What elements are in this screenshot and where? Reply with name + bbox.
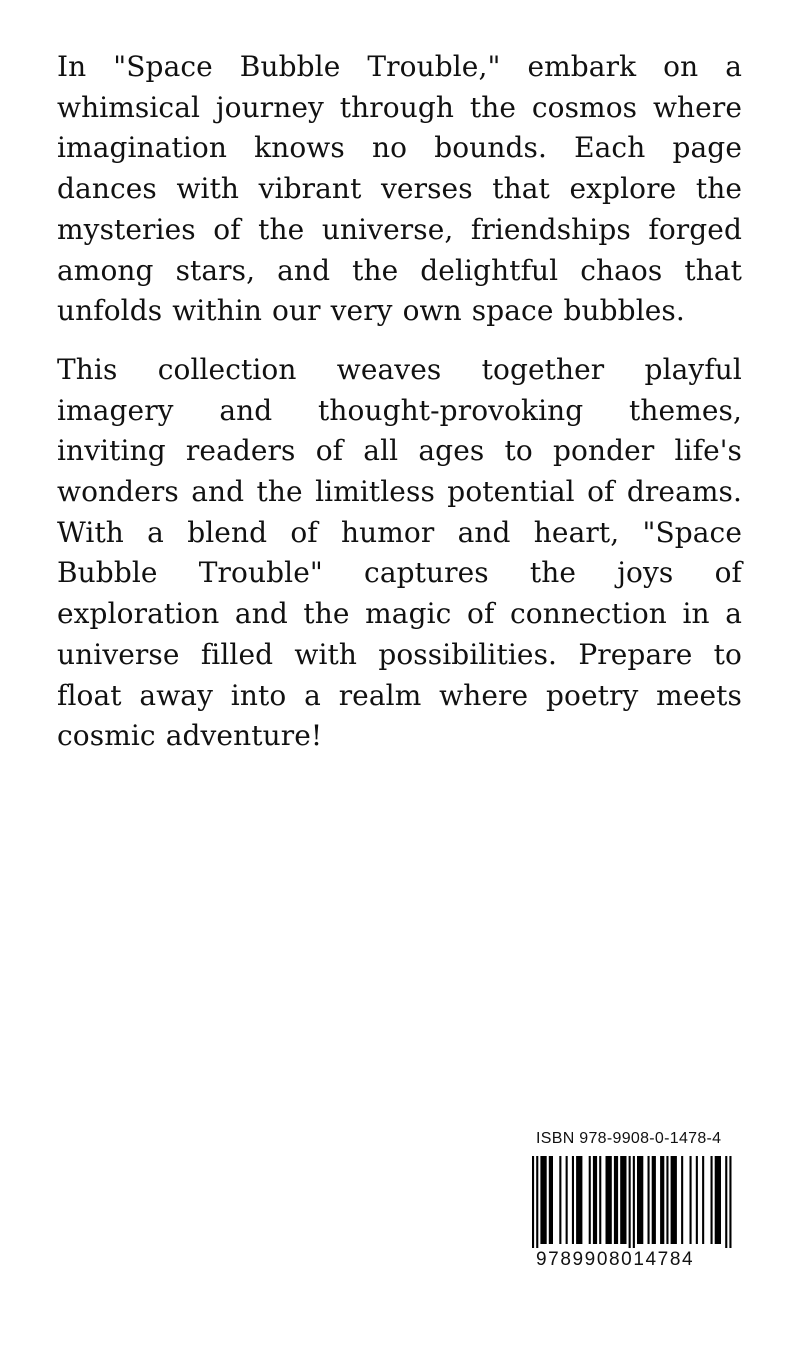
barcode-bar — [572, 1156, 574, 1244]
barcode-bar — [725, 1156, 727, 1248]
barcode-bar — [696, 1156, 698, 1244]
barcode-bar — [652, 1156, 656, 1244]
barcode-bar — [576, 1156, 582, 1244]
barcode-bar — [549, 1156, 553, 1244]
isbn-label: ISBN 978-9908-0-1478-4 — [536, 1130, 722, 1147]
barcode-bar — [715, 1156, 721, 1244]
barcode-bar — [633, 1156, 635, 1248]
barcode-bar — [540, 1156, 546, 1244]
barcode-bar — [620, 1156, 626, 1244]
barcode-icon — [532, 1156, 736, 1248]
barcode-bar — [690, 1156, 692, 1244]
barcode-bar — [666, 1156, 668, 1244]
barcode-bar — [637, 1156, 643, 1244]
isbn-barcode-block — [528, 1128, 740, 1280]
barcode-bar — [566, 1156, 568, 1244]
barcode-bar — [629, 1156, 631, 1248]
barcode-bar — [729, 1156, 731, 1248]
barcode-bar — [671, 1156, 677, 1244]
barcode-bar — [532, 1156, 534, 1248]
barcode-bar — [536, 1156, 538, 1248]
barcode-bar — [606, 1156, 612, 1244]
barcode-bar — [599, 1156, 601, 1244]
barcode-bar — [681, 1156, 683, 1244]
barcode-bar — [648, 1156, 650, 1244]
barcode-bar — [593, 1156, 597, 1244]
book-description — [57, 47, 742, 775]
description-paragraph-1: In "Space Bubble Trouble," embark on a whimsical journey through the cosmos where imagination knows no bounds. Each page dances with vibrant verses that explore the mysteries of the universe, friendships forged among stars, and the delightful chaos that unfolds within our very own space bubbles. — [57, 50, 742, 328]
barcode-bar — [702, 1156, 704, 1244]
barcode-bar — [711, 1156, 713, 1244]
barcode-bar — [589, 1156, 591, 1244]
barcode-bar — [660, 1156, 664, 1244]
description-paragraph-2: This collection weaves together playful imagery and thought-provoking themes, inviting readers of all ages to ponder life's wonders and the limitless potential of dreams. With a blend of humor and heart, "Space Bubble Trouble" captures the joys of exploration and the magic of connection in a universe filled with possibilities. Prepare to float away into a realm where poetry meets cosmic adventure! — [57, 352, 742, 753]
barcode-bar — [614, 1156, 618, 1244]
barcode-bar — [559, 1156, 561, 1244]
barcode-number: 9789908014784 — [536, 1249, 695, 1270]
